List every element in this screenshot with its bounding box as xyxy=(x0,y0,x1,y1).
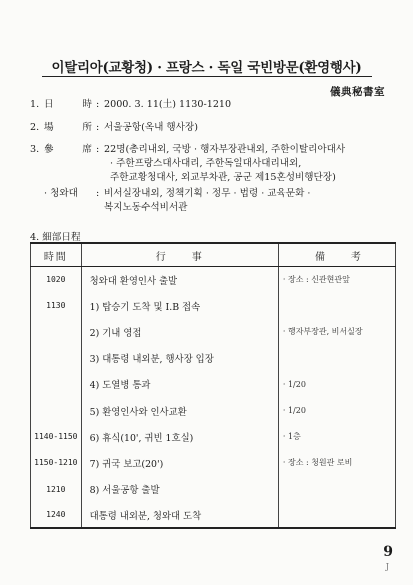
office-stamp: 儀典秘書室 xyxy=(330,86,385,98)
section-place xyxy=(30,121,390,135)
section-value: 2000. 3. 11(土) 1130-1210 xyxy=(104,99,232,110)
cell-event: 5) 환영인사와 인사교환 xyxy=(81,397,278,423)
cell-time: 1130 xyxy=(31,293,82,319)
table-row xyxy=(31,267,396,293)
page-number: 9 xyxy=(383,544,393,560)
cell-event: 대통령 내외분, 청와대 도착 xyxy=(81,502,278,528)
cell-event: 8) 서울공항 출발 xyxy=(81,476,278,502)
attendee-line: 주한교황청대사, 외교부차관, 공군 제15혼성비행단장) xyxy=(110,172,336,183)
bluehouse-line: 비서실장내외, 정책기획 · 정무 · 법령 · 교육문화 · xyxy=(104,188,311,199)
title-underline xyxy=(42,76,372,77)
schedule-table xyxy=(30,242,396,529)
cell-time: 1140-1150 xyxy=(31,424,82,450)
cell-note: · 1/20 xyxy=(278,397,395,423)
cell-note xyxy=(278,476,395,502)
cell-event: 6) 휴식(10', 귀빈 1호실) xyxy=(81,424,278,450)
section-attendees xyxy=(30,143,400,223)
bluehouse-label: · 청와대 xyxy=(44,188,78,199)
section-date xyxy=(30,98,390,112)
cell-note: · 1/20 xyxy=(278,371,395,397)
colon: : xyxy=(96,188,100,199)
section-label: 參 席 xyxy=(44,144,92,155)
cell-time xyxy=(31,319,82,345)
schedule-heading: 4. 細部日程 xyxy=(30,232,81,243)
cell-event: 1) 탑승기 도착 및 I.B 접속 xyxy=(81,293,278,319)
cell-note xyxy=(278,345,395,371)
cell-note xyxy=(278,502,395,528)
cell-note: · 장소 : 신관현관앞 xyxy=(278,267,395,293)
cell-time: 1020 xyxy=(31,267,82,293)
colon: : xyxy=(96,122,100,133)
section-number: 3. xyxy=(30,144,40,155)
cell-note: · 행자부장관, 비서실장 xyxy=(278,319,395,345)
page-mark: J xyxy=(385,562,389,571)
cell-event: 3) 대통령 내외분, 행사장 입장 xyxy=(81,345,278,371)
cell-note: · 장소 : 청원관 로비 xyxy=(278,450,395,476)
cell-note xyxy=(278,293,395,319)
table-row xyxy=(31,502,396,528)
table-row xyxy=(31,397,396,423)
colon: : xyxy=(96,99,100,110)
colon: : xyxy=(96,144,100,155)
section-label: 日 時 xyxy=(44,99,92,110)
table-row xyxy=(31,345,396,371)
cell-event: 4) 도열병 통과 xyxy=(81,371,278,397)
attendee-line: 22명(총리내외, 국방 · 행자부장관내외, 주한이탈리아대사 xyxy=(104,144,346,155)
cell-time: 1210 xyxy=(31,476,82,502)
bluehouse-line: 복지노동수석비서관 xyxy=(104,202,188,213)
cell-time: 1150-1210 xyxy=(31,450,82,476)
cell-time xyxy=(31,397,82,423)
cell-event: 7) 귀국 보고(20') xyxy=(81,450,278,476)
table-row xyxy=(31,424,396,450)
section-number: 1. xyxy=(30,99,40,110)
header-time: 時間 xyxy=(31,243,82,267)
header-note: 備 考 xyxy=(278,243,395,267)
attendee-line: · 주한프랑스대사대리, 주한독일대사대리내외, xyxy=(110,158,302,169)
header-event: 行 事 xyxy=(81,243,278,267)
cell-time xyxy=(31,371,82,397)
section-number: 2. xyxy=(30,122,40,133)
cell-time xyxy=(31,345,82,371)
cell-event: 2) 기내 영접 xyxy=(81,319,278,345)
section-label: 場 所 xyxy=(44,122,92,133)
section-value: 서울공항(옥내 행사장) xyxy=(104,122,198,133)
document-title: 이탈리아(교황청) · 프랑스 · 독일 국빈방문(환영행사) xyxy=(51,60,362,76)
table-row xyxy=(31,319,396,345)
table-header-row xyxy=(31,243,396,267)
table-row xyxy=(31,371,396,397)
cell-event: 청와대 환영인사 출발 xyxy=(81,267,278,293)
cell-note: · 1층 xyxy=(278,424,395,450)
table-row xyxy=(31,293,396,319)
table-row xyxy=(31,476,396,502)
cell-time: 1240 xyxy=(31,502,82,528)
table-row xyxy=(31,450,396,476)
